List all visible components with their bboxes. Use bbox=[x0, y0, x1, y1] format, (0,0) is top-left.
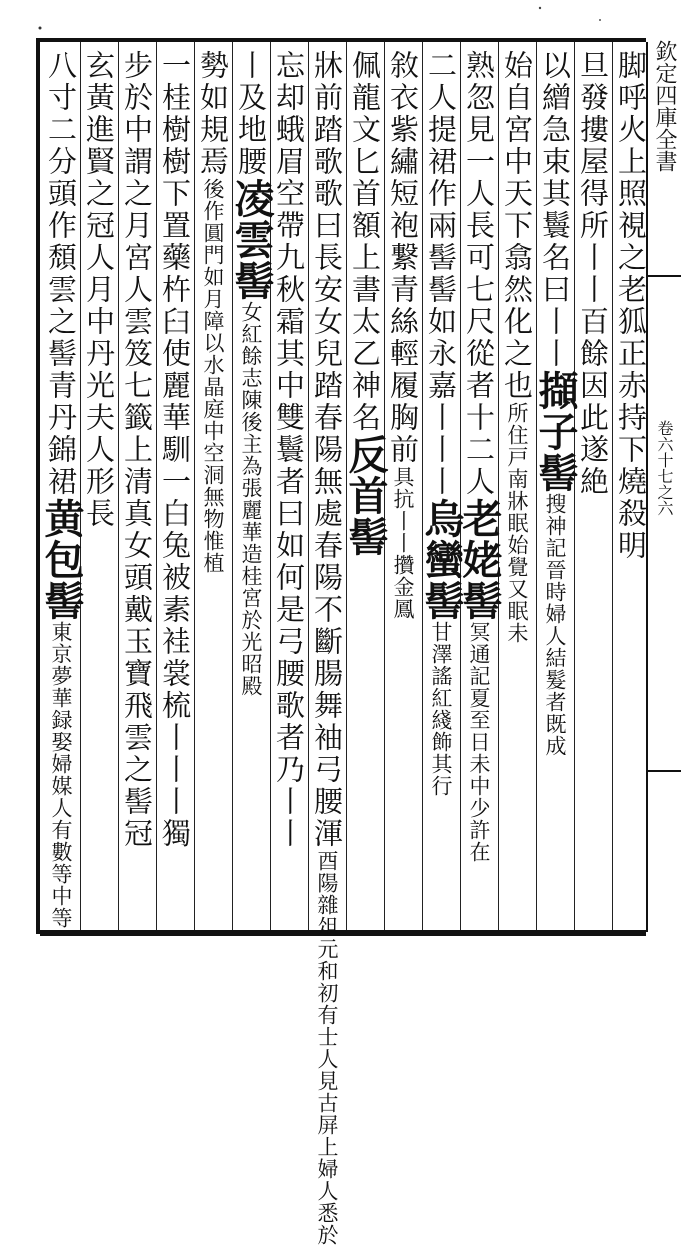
text-column-7: 敘衣紫繡短袍繋青絲輕履胸前具抗丨丨攢金鳳 bbox=[386, 50, 420, 620]
annotation: 女紅餘志陳後主為張麗華造桂宮於光昭殿 bbox=[239, 301, 263, 697]
annotation: 酉陽雜俎元和初有士人見古屏上婦人悉於 bbox=[315, 850, 339, 1246]
scan-speckle bbox=[0, 0, 681, 40]
annotation: 甘澤謠紅綫飾其行 bbox=[429, 621, 453, 797]
entry-heading: 黄包髻 bbox=[38, 498, 85, 621]
entry-heading: 擷子髻 bbox=[532, 370, 579, 493]
text-column-4: 始自宮中天下翕然化之也所住戸南牀眠始覺又眠未 bbox=[500, 50, 534, 644]
margin-section: 卷六十七之六 bbox=[655, 420, 674, 516]
text-column-14: 步於中謂之月宮人雲笈七籤上清真女頭戴玉寶飛雲之髻冠 bbox=[120, 50, 154, 850]
annotation: 冥通記夏至日未中少許在 bbox=[467, 621, 491, 863]
text-column-6: 二人提裙作兩髻髻如永嘉丨丨丨烏蠻髻甘澤謠紅綫飾其行 bbox=[418, 50, 465, 797]
annotation: 具抗丨丨攢金鳳 bbox=[391, 466, 415, 620]
text-column-12: 勢如規焉後作圓門如月障以水晶庭中空洞無物惟植 bbox=[196, 50, 230, 574]
text-column-8: 佩龍文匕首額上書太乙神名反首髻 bbox=[342, 50, 389, 557]
text-column-2: 旦發摟屋得所丨丨百餘因此遂絶 bbox=[576, 50, 610, 498]
text-column-13: 一桂樹樹下置藥杵臼使麗華馴一白兔被素袿裳梳丨丨丨獨 bbox=[158, 50, 192, 850]
annotation: 後作圓門如月障以水晶庭中空洞無物惟植 bbox=[201, 178, 225, 574]
annotation: 搜神記晉時婦人結髮者既成 bbox=[543, 493, 567, 757]
text-column-9: 牀前踏歌歌曰長安女兒踏春陽無處春陽不斷腸舞袖弓腰渾酉陽雜俎元和初有士人見古屏上婦人悉於 bbox=[310, 50, 344, 1246]
margin-divider-lower bbox=[646, 770, 681, 772]
text-column-10: 忘却蛾眉空帶九秋霜其中雙鬟者曰如何是弓腰歌者乃丨丨 bbox=[272, 50, 306, 850]
annotation: 東京夢華録娶婦媒人有數等中等 bbox=[49, 621, 73, 929]
text-column-16: 八寸二分頭作頹雲之髻青丹錦裙黄包髻東京夢華録娶婦媒人有數等中等 bbox=[38, 50, 85, 929]
text-column-5: 熟忽見一人長可七尺從者十二人老姥髻冥通記夏至日未中少許在 bbox=[456, 50, 503, 863]
text-column-15: 玄黃進賢之冠人月中丹光夫人形長 bbox=[82, 50, 116, 530]
text-column-11: 丨及地腰凌雲髻女紅餘志陳後主為張麗華造桂宮於光昭殿 bbox=[228, 50, 275, 697]
entry-heading: 老姥髻 bbox=[456, 498, 503, 621]
margin-header: 欽定四庫全書 bbox=[652, 40, 677, 172]
entry-heading: 反首髻 bbox=[342, 434, 389, 557]
annotation: 所住戸南牀眠始覺又眠未 bbox=[505, 402, 529, 644]
entry-heading: 凌雲髻 bbox=[228, 178, 275, 301]
bottom-rule bbox=[40, 934, 646, 936]
text-column-3: 以繒急束其鬟名曰丨丨擷子髻搜神記晉時婦人結髮者既成 bbox=[532, 50, 579, 757]
entry-heading: 烏蠻髻 bbox=[418, 498, 465, 621]
text-column-1: 脚呼火上照視之老狐正赤持下燒殺明 bbox=[614, 50, 648, 562]
margin-divider bbox=[646, 275, 681, 277]
